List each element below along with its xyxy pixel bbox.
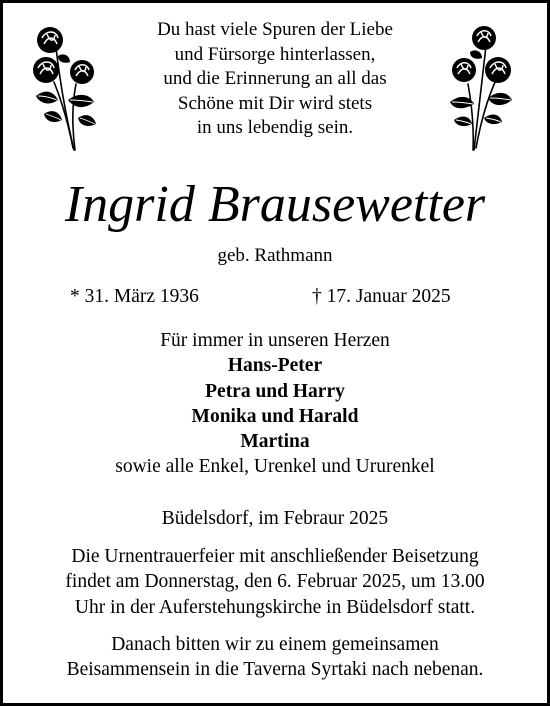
verse-line: und Fürsorge hinterlassen, [174,43,376,65]
birth-date: * 31. März 1936 [70,286,199,307]
ceremony-line: findet am Donnerstag, den 6. Februar 2025, um 13.00 [65,571,485,593]
verse-line: Schöne mit Dir wird stets [177,92,373,114]
ceremony-info [0,544,550,620]
mourner-name: Petra und Harry [205,380,345,402]
place-date: Büdelsdorf, im Febraur 2025 [161,508,389,529]
mourner-name: Monika und Harald [191,405,359,427]
verse-line: und die Erinnerung an all das [163,68,387,89]
verse-line: in uns lebendig sein. [196,117,354,138]
death-date: † 17. Januar 2025 [312,286,451,307]
gathering-line: Beisammensein in die Taverna Syrtaki nach nebenan. [66,659,484,681]
mourners-closing: sowie alle Enkel, Urenkel und Ururenkel [115,456,435,478]
mourner-name: Martina [240,431,310,453]
mourners-list [0,328,550,480]
deceased-name: Ingrid Brausewetter [64,176,486,233]
ceremony-line: Die Urnentrauerfeier mit anschließender Beisetzung [71,546,479,567]
mourner-name: Hans-Peter [227,355,323,377]
birth-name: geb. Rathmann [217,245,333,266]
mourners-intro: Für immer in unseren Herzen [160,330,390,351]
verse-line: Du hast viele Spuren der Liebe [157,19,393,40]
gathering-info [0,632,550,683]
memorial-verse [110,18,440,141]
rose-icon [446,22,516,154]
gathering-line: Danach bitten wir zu einem gemeinsamen [111,634,439,655]
ceremony-line: Uhr in der Auferstehungskirche in Büdelsdorf statt. [74,596,476,618]
rose-icon [30,22,100,154]
